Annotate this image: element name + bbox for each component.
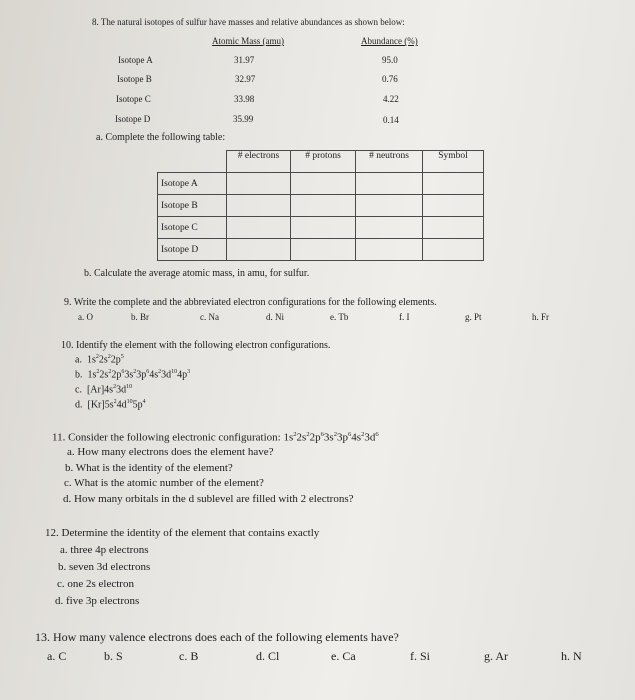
q8-row-mass: 33.98 bbox=[234, 94, 255, 104]
table-cell[interactable] bbox=[291, 239, 356, 261]
q9-option: a. O bbox=[78, 312, 93, 322]
table-cell[interactable] bbox=[291, 173, 356, 195]
q12-part: d. five 3p electrons bbox=[55, 595, 140, 607]
q13-option: g. Ar bbox=[484, 649, 508, 663]
table-cell[interactable] bbox=[423, 195, 484, 217]
q10-stem: 10. Identify the element with the following electron configurations. bbox=[61, 340, 331, 351]
q9-stem: 9. Write the complete and the abbreviated electron configurations for the following elements. bbox=[64, 297, 437, 308]
q8-row-mass: 35.99 bbox=[233, 114, 254, 124]
q8-col-abund: Abundance (%) bbox=[361, 36, 418, 46]
q8-part-a: a. Complete the following table: bbox=[96, 132, 226, 143]
table-row bbox=[158, 195, 484, 217]
q10-option-letter: c. bbox=[75, 384, 82, 396]
table-header-protons: # protons bbox=[291, 151, 356, 173]
table-row-label: Isotope A bbox=[158, 173, 227, 195]
table-cell[interactable] bbox=[356, 173, 423, 195]
q9-option: h. Fr bbox=[532, 312, 550, 322]
table-header-electrons: # electrons bbox=[227, 151, 291, 173]
table-header-row bbox=[158, 151, 484, 173]
q13-option: d. Cl bbox=[256, 649, 280, 663]
q11-part: c. What is the atomic number of the element? bbox=[64, 477, 264, 489]
q13-option: c. B bbox=[179, 649, 199, 663]
q8-row-abund: 4.22 bbox=[383, 94, 399, 104]
q9-option: f. I bbox=[399, 312, 410, 322]
q9-option: c. Na bbox=[200, 312, 219, 322]
table-row bbox=[158, 217, 484, 239]
q11-stem-text: 11. Consider the following electronic configuration: bbox=[52, 431, 281, 444]
q10-option-a: a. $1s^22s^22p^5$ bbox=[75, 354, 124, 366]
table-cell[interactable] bbox=[423, 173, 484, 195]
table-row bbox=[158, 173, 484, 195]
table-cell[interactable] bbox=[227, 217, 291, 239]
q8-row-label: Isotope C bbox=[116, 94, 151, 104]
table-row-label: Isotope C bbox=[158, 217, 227, 239]
q13-option: b. S bbox=[104, 649, 123, 663]
q8-col-mass: Atomic Mass (amu) bbox=[212, 36, 284, 46]
q8-row-mass: 32.97 bbox=[235, 74, 256, 84]
q12-part: a. three 4p electrons bbox=[60, 544, 149, 556]
q9-option: e. Tb bbox=[330, 312, 349, 322]
q9-option: b. Br bbox=[131, 312, 149, 322]
q9-option: d. Ni bbox=[266, 312, 284, 322]
table-cell[interactable] bbox=[227, 239, 291, 261]
q13-option: e. Ca bbox=[331, 649, 356, 663]
q10-option-c: c. $[Ar]4s^23d^{10}$ bbox=[75, 384, 133, 396]
table-row-label: Isotope B bbox=[158, 195, 227, 217]
table-cell[interactable] bbox=[356, 217, 423, 239]
q11-stem: 11. Consider the following electronic configuration: $1s^22s^22p^63s^23p^64s^23d^6$ bbox=[52, 431, 379, 444]
q10-option-d: d. $[Kr]5s^24d^{10}5p^4$ bbox=[75, 399, 146, 411]
q13-option: a. C bbox=[47, 649, 67, 663]
table-corner bbox=[158, 151, 227, 173]
q12-stem: 12. Determine the identity of the element that contains exactly bbox=[45, 527, 320, 539]
q8-row-label: Isotope D bbox=[115, 114, 151, 124]
q12-part: c. one 2s electron bbox=[57, 578, 134, 590]
q8-row-label: Isotope A bbox=[118, 55, 153, 65]
q8-row-abund: 0.76 bbox=[382, 74, 398, 84]
q10-option-letter: a. bbox=[75, 354, 82, 366]
table-cell[interactable] bbox=[227, 195, 291, 217]
table-cell[interactable] bbox=[356, 195, 423, 217]
q8-row-label: Isotope B bbox=[117, 74, 152, 84]
q8-part-b: b. Calculate the average atomic mass, in amu, for sulfur. bbox=[84, 268, 310, 279]
q11-part: b. What is the identity of the element? bbox=[65, 462, 233, 474]
table-cell[interactable] bbox=[356, 239, 423, 261]
q10-option-b: b. $1s^22s^22p^63s^23p^64s^23d^{10}4p^3$ bbox=[75, 369, 191, 381]
q8-row-mass: 31.97 bbox=[234, 55, 255, 65]
q11-part: d. How many orbitals in the d sublevel are filled with 2 electrons? bbox=[63, 493, 354, 505]
table-cell[interactable] bbox=[291, 217, 356, 239]
table-row-label: Isotope D bbox=[158, 239, 227, 261]
q13-stem: 13. How many valence electrons does each of the following elements have? bbox=[35, 630, 399, 644]
table-cell[interactable] bbox=[227, 173, 291, 195]
q9-option: g. Pt bbox=[465, 312, 482, 322]
isotope-table bbox=[157, 150, 484, 261]
q8-stem: 8. The natural isotopes of sulfur have masses and relative abundances as shown below: bbox=[92, 17, 405, 27]
q10-option-letter: b. bbox=[75, 369, 83, 381]
table-cell[interactable] bbox=[291, 195, 356, 217]
q11-part: a. How many electrons does the element have? bbox=[67, 446, 274, 458]
table-cell[interactable] bbox=[423, 217, 484, 239]
q8-row-abund: 0.14 bbox=[383, 115, 399, 125]
q12-part: b. seven 3d electrons bbox=[58, 561, 151, 573]
table-header-symbol: Symbol bbox=[423, 151, 484, 173]
q10-option-letter: d. bbox=[75, 399, 83, 411]
table-header-neutrons: # neutrons bbox=[356, 151, 423, 173]
q13-option: h. N bbox=[561, 649, 582, 663]
table-cell[interactable] bbox=[423, 239, 484, 261]
q13-option: f. Si bbox=[410, 649, 431, 663]
q8-row-abund: 95.0 bbox=[382, 55, 398, 65]
table-row bbox=[158, 239, 484, 261]
